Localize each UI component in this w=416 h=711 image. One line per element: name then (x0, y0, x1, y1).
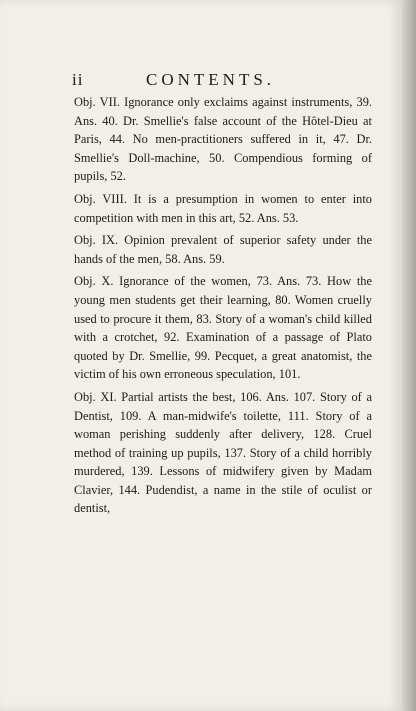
contents-list (74, 93, 372, 518)
contents-entry: Obj. VII. Ignorance only exclaims against instruments, 39. Ans. 40. Dr. Smellie's false account of the Hôtel-Dieu at Paris, 44. No men-practitioners suffered in it, 47. Dr. Smellie's Doll-machine, 50. Compendious forming of pupils, 52. (74, 95, 372, 184)
running-head (72, 70, 372, 92)
page-gutter (402, 0, 416, 711)
contents-entry: Obj. X. Ignorance of the women, 73. Ans. 73. How the young men students get their learning, 80. Women cruelly used to procure it them, 83. Story of a woman's child killed with a crotchet, 92. Examination of a passage of Plato quoted by Dr. Smellie, 99. Pecquet, a great anatomist, the victim of his own erroneous speculation, 101. (74, 274, 372, 382)
contents-entry: Obj. XI. Partial artists the best, 106. Ans. 107. Story of a Dentist, 109. A man-midwife's toilette, 111. Story of a woman perishing suddenly after delivery, 128. Cruel method of training up pupils, 137. Story of a child horribly murdered, 139. Lessons of midwifery given by Madam Clavier, 144. Pudendist, a name in the stile of oculist or dentist, (74, 389, 372, 516)
page-number: ii (72, 70, 84, 89)
contents-entry: Obj. IX. Opinion prevalent of superior safety under the hands of the men, 58. Ans. 59. (74, 233, 372, 266)
page-title: CONTENTS. (146, 70, 276, 89)
contents-entry: Obj. VIII. It is a presumption in women to enter into competition with men in this art, 52. Ans. 53. (74, 191, 372, 225)
